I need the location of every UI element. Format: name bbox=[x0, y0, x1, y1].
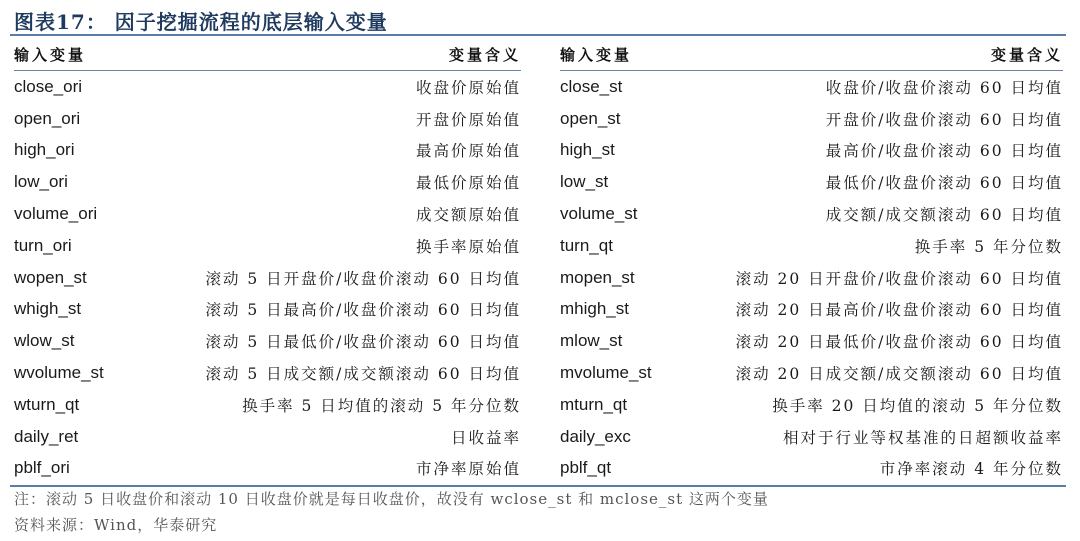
title-divider bbox=[10, 34, 1066, 36]
variable-meaning: 滚动 5 日最低价/收盘价滚动 60 日均值 bbox=[205, 333, 521, 352]
variable-name: pblf_ori bbox=[14, 458, 70, 478]
table-row bbox=[14, 389, 521, 421]
variable-name: wlow_st bbox=[14, 331, 75, 351]
variable-meaning: 换手率 5 年分位数 bbox=[914, 237, 1063, 256]
table-row bbox=[560, 262, 1063, 294]
table-row bbox=[560, 103, 1063, 135]
right-header-meaning: 变量含义 bbox=[990, 46, 1063, 64]
variable-meaning: 最高价原始值 bbox=[415, 142, 521, 161]
table-row bbox=[14, 198, 521, 230]
variable-name: daily_exc bbox=[560, 426, 631, 446]
left-rows bbox=[14, 71, 521, 484]
variable-meaning: 收盘价/收盘价滚动 60 日均值 bbox=[825, 78, 1063, 97]
table-row bbox=[14, 230, 521, 262]
left-header-row bbox=[14, 39, 521, 71]
variable-name: open_ori bbox=[14, 108, 81, 128]
variable-meaning: 换手率 20 日均值的滚动 5 年分位数 bbox=[772, 396, 1063, 415]
table-row bbox=[14, 103, 521, 135]
variable-meaning: 收盘价原始值 bbox=[415, 78, 521, 97]
table-row bbox=[14, 294, 521, 326]
variable-name: mvolume_st bbox=[560, 363, 652, 383]
variable-name: wturn_qt bbox=[14, 394, 80, 414]
left-header-input: 输入变量 bbox=[14, 46, 87, 64]
table-row bbox=[14, 453, 521, 485]
footnote: 注：滚动 5 日收盘价和滚动 10 日收盘价就是每日收盘价，故没有 wclose_st 和 mclose_st 这两个变量 bbox=[14, 490, 769, 508]
variable-name: low_ori bbox=[14, 172, 68, 192]
table-row bbox=[560, 294, 1063, 326]
variable-name: high_st bbox=[560, 140, 615, 160]
variable-meaning: 滚动 5 日最高价/收盘价滚动 60 日均值 bbox=[205, 301, 521, 320]
table-row bbox=[560, 453, 1063, 485]
right-header-row bbox=[560, 39, 1063, 71]
variable-name: wopen_st bbox=[14, 267, 87, 287]
variable-name: wvolume_st bbox=[14, 363, 104, 383]
variable-name: low_st bbox=[560, 172, 609, 192]
table-row bbox=[560, 325, 1063, 357]
variable-meaning: 滚动 5 日开盘价/收盘价滚动 60 日均值 bbox=[205, 269, 521, 288]
variable-meaning: 滚动 20 日成交额/成交额滚动 60 日均值 bbox=[735, 365, 1063, 384]
variable-name: close_st bbox=[560, 76, 623, 96]
table-row bbox=[14, 262, 521, 294]
right-header-input: 输入变量 bbox=[560, 46, 633, 64]
variable-meaning: 滚动 20 日开盘价/收盘价滚动 60 日均值 bbox=[735, 269, 1063, 288]
variable-name: pblf_qt bbox=[560, 458, 612, 478]
table-row bbox=[14, 421, 521, 453]
variable-meaning: 相对于行业等权基准的日超额收益率 bbox=[782, 428, 1063, 447]
left-table bbox=[14, 39, 521, 487]
table-row bbox=[560, 230, 1063, 262]
variable-meaning: 换手率原始值 bbox=[415, 237, 521, 256]
variable-name: volume_st bbox=[560, 204, 638, 224]
variable-meaning: 日收益率 bbox=[450, 428, 521, 447]
right-table bbox=[560, 39, 1063, 487]
variable-meaning: 市净率滚动 4 年分位数 bbox=[879, 460, 1063, 479]
variable-name: mlow_st bbox=[560, 331, 623, 351]
table-row bbox=[560, 389, 1063, 421]
variable-name: volume_ori bbox=[14, 204, 98, 224]
variable-name: daily_ret bbox=[14, 426, 79, 446]
variable-meaning: 换手率 5 日均值的滚动 5 年分位数 bbox=[242, 396, 521, 415]
variable-name: turn_qt bbox=[560, 235, 613, 255]
variable-name: mopen_st bbox=[560, 267, 635, 287]
variable-name: open_st bbox=[560, 108, 621, 128]
table-row bbox=[14, 166, 521, 198]
table-row bbox=[14, 325, 521, 357]
bottom-divider bbox=[10, 485, 1066, 487]
variable-name: close_ori bbox=[14, 76, 83, 96]
table-row bbox=[560, 135, 1063, 167]
variable-name: mhigh_st bbox=[560, 299, 629, 319]
variable-meaning: 最高价/收盘价滚动 60 日均值 bbox=[825, 142, 1063, 161]
table-row bbox=[560, 166, 1063, 198]
variable-meaning: 最低价/收盘价滚动 60 日均值 bbox=[825, 174, 1063, 193]
variable-meaning: 滚动 20 日最高价/收盘价滚动 60 日均值 bbox=[735, 301, 1063, 320]
table-row bbox=[14, 71, 521, 103]
variable-name: mturn_qt bbox=[560, 394, 628, 414]
variable-meaning: 成交额原始值 bbox=[415, 206, 521, 225]
variable-meaning: 最低价原始值 bbox=[415, 174, 521, 193]
left-header-meaning: 变量含义 bbox=[448, 46, 521, 64]
variable-name: whigh_st bbox=[14, 299, 82, 319]
variable-meaning: 市净率原始值 bbox=[415, 460, 521, 479]
variable-meaning: 开盘价原始值 bbox=[415, 110, 521, 129]
variable-meaning: 成交额/成交额滚动 60 日均值 bbox=[825, 206, 1063, 225]
table-row bbox=[560, 421, 1063, 453]
variable-meaning: 开盘价/收盘价滚动 60 日均值 bbox=[825, 110, 1063, 129]
figure-title: 图表17： 因子挖掘流程的底层输入变量 bbox=[14, 10, 388, 34]
right-rows bbox=[560, 71, 1063, 484]
table-row bbox=[560, 71, 1063, 103]
variable-meaning: 滚动 20 日最低价/收盘价滚动 60 日均值 bbox=[735, 333, 1063, 352]
table-row bbox=[14, 357, 521, 389]
table-row bbox=[14, 135, 521, 167]
variable-name: turn_ori bbox=[14, 235, 72, 255]
variable-name: high_ori bbox=[14, 140, 75, 160]
variable-meaning: 滚动 5 日成交额/成交额滚动 60 日均值 bbox=[205, 365, 521, 384]
source-line: 资料来源：Wind，华泰研究 bbox=[14, 516, 218, 534]
table-row bbox=[560, 198, 1063, 230]
table-row bbox=[560, 357, 1063, 389]
